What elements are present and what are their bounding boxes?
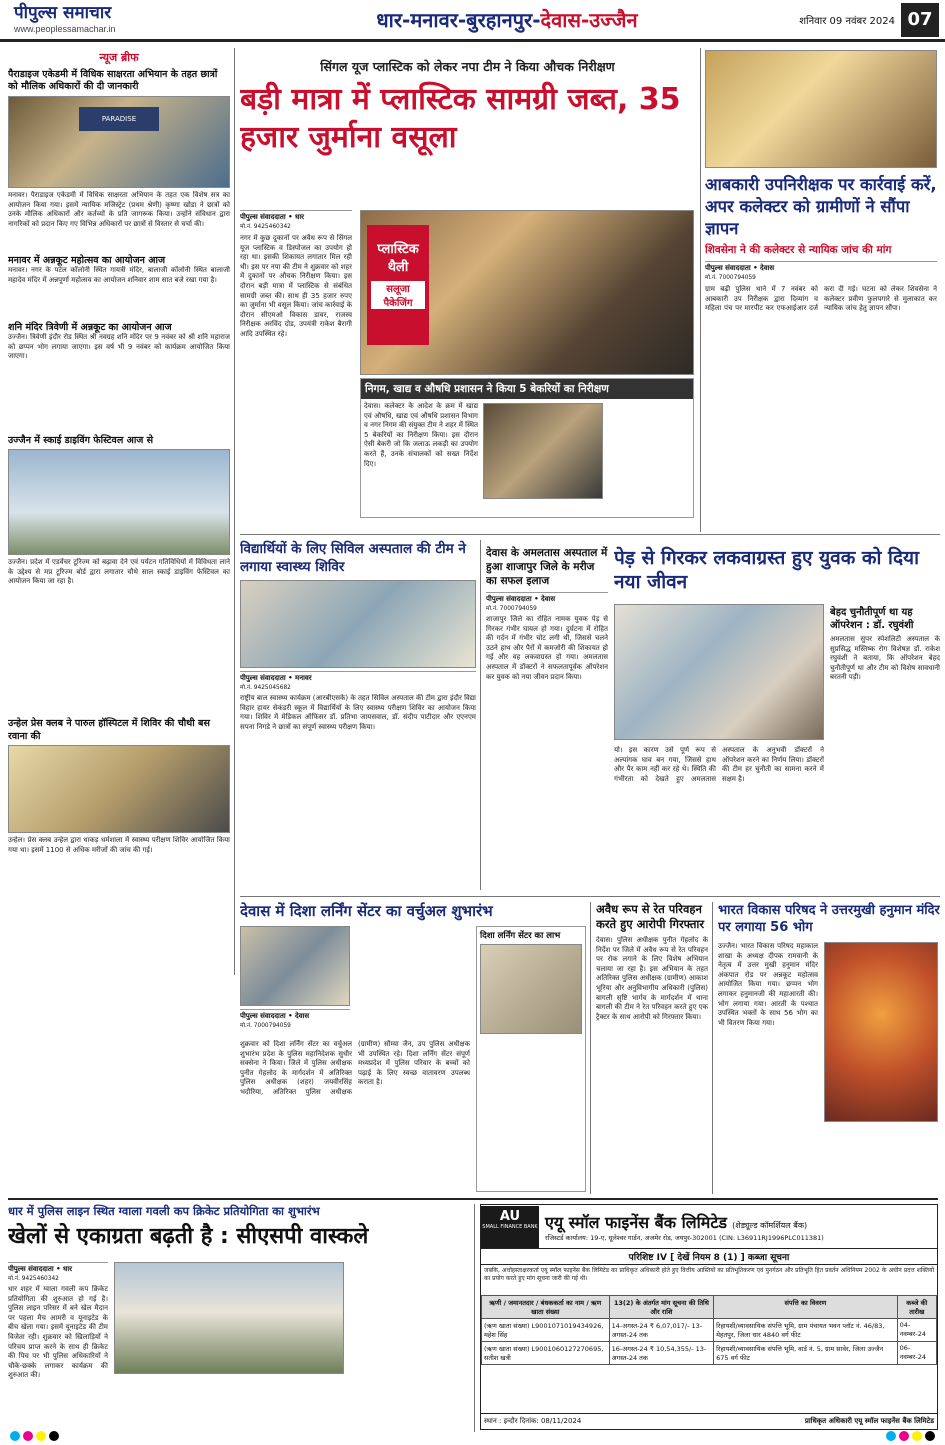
title-red: देवास-उज्जैन (540, 8, 638, 32)
tree-side-title: बेहद चुनौतीपूर्ण था यह ऑपरेशन : डॉ. रघुवंशी (830, 607, 914, 631)
temple-body: उज्जैन। भारत विकास परिषद महाकाल शाखा के अध्यक्ष दीपक रामवानी के नेतृत्व में उत्तर मुखी हनुमान मंदिर अंकपात रोड पर अन्नकूट महोत्सव आयोजित किया गया। छप्पन भोग लगाकर हनुमानजी की महाआरती की। भोग लगाया गया। आरती के पश्चात उपस्थित भक्तों के साथ 56 भोग का भी वितरण किया गया। (718, 942, 818, 1027)
notice-section: परिशिष्ट IV [ देखें नियम 8 (1) ] कब्जा सूचना (481, 1249, 937, 1265)
table-row (482, 1342, 937, 1365)
news-brief-column (8, 50, 230, 975)
bakery-inset (360, 378, 694, 518)
black-dot (49, 1431, 59, 1441)
byline-mobile: मो.नं. 9425460342 (8, 1276, 59, 1282)
abkari-photo (705, 50, 937, 168)
byline-mobile: मो.नं. 7000794059 (705, 275, 756, 281)
hospital-photo (240, 580, 476, 668)
brief-1-body: मनावर। पैराडाइज एकेडमी में विधिक साक्षरता अभियान के तहत एक विशेष सत्र का आयोजन किया गया। इसमें न्यायिक मजिस्ट्रेट (प्रथम श्रेणी) कृष्णा खोडा ने छात्रों को उनके मौलिक अधिकारों और कर्तव्यों के प्रति जागरूक किया। उन्होंने संविधान द्वारा नागरिकों को प्रदान किए गए विभिन्न अधिकारों पर छात्रों से विस्तार से चर्चा की। (8, 191, 230, 228)
cricket-byline (8, 1262, 108, 1282)
lead-story (240, 58, 695, 528)
cricket-kicker: धार में पुलिस लाइन स्थित ग्वाला गवली कप क्रिकेट प्रतियोगिता का शुभारंभ (8, 1204, 320, 1218)
byline-text: पीपुल्स संवाददाता • देवास (240, 1012, 310, 1020)
col-demand: 13(2) के अंतर्गत मांग सूचना की तिथि और राशि (609, 1296, 714, 1319)
shajapur-story (486, 546, 608, 890)
divider (8, 1198, 938, 1200)
site-url: www.peoplessamachar.in (14, 24, 116, 34)
hospital-headline: विद्यार्थियों के लिए सिविल अस्पताल की टीम ने लगाया स्वास्थ्य शिविर (240, 541, 466, 575)
notice-header (481, 1205, 937, 1249)
hospital-byline (240, 671, 476, 691)
byline-mobile: मो.नं. 9425045682 (240, 685, 291, 691)
color-registration-marks-left (10, 1431, 59, 1441)
masthead (0, 0, 945, 42)
brief-1-photo (8, 96, 230, 188)
black-dot (925, 1431, 935, 1441)
plastic-sign (367, 225, 429, 345)
cell: 04-नवम्बर-24 (897, 1319, 936, 1342)
magenta-dot (899, 1431, 909, 1441)
au-logo (481, 1206, 539, 1248)
lead-body: नगर में कुछ दुकानों पर अवैध रूप से सिंगल यूज प्लास्टिक व डिस्पोजल का उपयोग हो रहा था। इसकी शिकायत लगातार मिल रही थी। इस पर नपा की टीम ने शुक्रवार को शहर में दुकानों पर औचक निरीक्षण किया। इस दौरान बड़ी मात्रा में प्लास्टिक से संबंधित सामग्री जब्त की। साथ ही 35 हजार रुपए का जुर्माना भी वसूल किया। जांच कार्रवाई के दौरान सीएमओ विकास डावर, राजस्व निरीक्षक अरविंद दोड, उपयंत्री राकेश बैरागी आदि उपस्थित रहे। (240, 234, 352, 338)
cell: रिहायशी/व्यावसायिक संपत्ति भूमि, ग्राम पंचायत भवन प्लॉट नं. 46/83, मेहतपुर, जिला धार 4840 वर्ग फीट (714, 1319, 898, 1342)
byline-mobile: मो.नं. 9425460342 (240, 224, 291, 230)
cricket-body: धार शहर में ग्वाला गवली कप क्रिकेट प्रतियोगिता की शुरुआत हो गई है। पुलिस लाइन परिसर में बने खेल मैदान पर पहला मैच आमरी व यूनाइटेड के बीच खेला गया। इसमें यूनाइटेड की टीम विजेता रही। शुक्रवार को खिलाड़ियों ने परिचय प्राप्त करने के साथ ही क्रिकेट की पिच पर भी पुलिस अधिकारियों ने चौके-छक्के लगाकर कार्यक्रम की शुरुआत की। (8, 1285, 108, 1380)
abkari-byline (705, 261, 937, 281)
brief-2-body: मनावर। नगर के पटेल कॉलोनी स्थित गायत्री मंदिर, बालाजी कॉलोनी स्थित बालाजी महादेव मंदिर में अन्नपूर्णा महोत्सव का आयोजन शनिवार शाम सात बजे रखा गया है। (8, 266, 230, 284)
lead-photo (360, 210, 694, 375)
bank-notice (480, 1204, 938, 1430)
brief-1-title: पैराडाइज एकेडमी में विधिक साक्षरता अभियान के तहत छात्रों को मौलिक अधिकारों की दी जानकारी (8, 69, 218, 92)
divider (240, 896, 940, 897)
paper-logo (0, 5, 225, 34)
byline-text: पीपुल्स संवाददाता • धार (240, 213, 304, 221)
title-main: धार-मनावर-बुरहानपुर- (376, 8, 541, 32)
inset-headline: निगम, खाद्य व औषधि प्रशासन ने किया 5 बेकरियों का निरीक्षण (361, 379, 693, 399)
notice-intro: जबकि, अधोहस्ताक्षरकर्ता एयू स्मॉल फाइनेंस बैंक लिमिटेड का प्राधिकृत अधिकारी होते हुए वित्तीय आस्तियों का प्रतिभूतिकरण एवं पुनर्गठन और प्रतिभूति हित प्रवर्तन अधिनियम 2002 के अधीन प्रदत्त शक्तियों का प्रयोग करते हुए मांग सूचना जारी की गई थी। (484, 1267, 934, 1282)
brief-5-title: उन्हेल प्रेस क्लब ने पारुल हॉस्पिटल में शिविर की चौथी बस रवाना की (8, 718, 210, 742)
disha-box (476, 926, 586, 1192)
divider (590, 902, 591, 1194)
skydiving-photo (8, 449, 230, 555)
divider (480, 540, 481, 890)
news-brief-label: न्यूज ब्रीफ (99, 51, 139, 64)
disha-box-title: दिशा लर्निंग सेंटर का लाभ (480, 931, 561, 941)
lead-headline: बड़ी मात्रा में प्लास्टिक सामग्री जब्त, 35 हजार जुर्माना वसूला (240, 82, 681, 155)
yellow-dot (912, 1431, 922, 1441)
bakery-photo (483, 403, 603, 499)
abkari-sub: शिवसेना ने की कलेक्टर से न्यायिक जांच की मांग (705, 244, 892, 256)
notice-signature: प्राधिकृत अधिकारी एयू स्मॉल फाइनेंस बैंक लिमिटेड (804, 1417, 934, 1425)
shajapur-byline (486, 592, 608, 612)
tree-headline: पेड़ से गिरकर लकवाग्रस्त हुए युवक को दिया नया जीवन (614, 547, 919, 593)
disha-byline (240, 1009, 350, 1029)
logo-text-1: AU (499, 1208, 521, 1224)
cricket-story (8, 1204, 470, 1432)
sand-headline: अवैध रूप से रेत परिवहन करते हुए आरोपी गिरफ्तार (596, 902, 705, 931)
cyan-dot (886, 1431, 896, 1441)
col-borrower: ऋणी / जमानतदार / बंधककर्ता का नाम / ऋण खाता संख्या (482, 1296, 610, 1319)
abkari-headline: आबकारी उपनिरीक्षक पर कार्रवाई करें, अपर कलेक्टर को ग्रामीणों ने सौंपा ज्ञापन (705, 175, 937, 238)
notice-title-block (539, 1211, 937, 1242)
table-row (482, 1319, 937, 1342)
cyan-dot (10, 1431, 20, 1441)
cell: 14-अगस्त-24 ₹ 6,07,017/- 13-अगस्त-24 तक (609, 1319, 714, 1342)
brief-2-title: मनावर में अन्नकूट महोत्सव का आयोजन आज (8, 255, 165, 266)
disha-photo (240, 926, 350, 1006)
hospital-story (240, 540, 476, 890)
cell: 16-अगस्त-24 ₹ 10,54,355/- 13-अगस्त-24 तक (609, 1342, 714, 1365)
sign-text-2: सलूजा पैकेजिंग (371, 281, 425, 309)
divider (712, 902, 713, 1194)
shajapur-headline: देवास के अमलतास अस्पताल में हुआ शाजापुर जिले के मरीज का सफल इलाज (486, 547, 608, 587)
byline-mobile: मो.नं. 7000794059 (240, 1023, 291, 1029)
logo-text: पीपुल्स समाचार (14, 3, 112, 23)
brief-4-body: उज्जैन। प्रदेश में एडवेंचर टूरिज्म को बढ़ावा देने एवं पर्यटन गतिविधियों में विविधता लाने के उद्देश्य से मप्र टूरिज्म बोर्ड द्वारा लगातार चौथे साल स्काई डाइविंग फेस्टिवल का आयोजन किया जा रहा है। (8, 558, 230, 586)
issue-date: शनिवार 09 नवंबर 2024 (799, 15, 895, 27)
byline-text: पीपुल्स संवाददाता • धार (8, 1265, 72, 1273)
brief-4-title: उज्जैन में स्काई डाइविंग फेस्टिवल आज से (8, 435, 154, 446)
magenta-dot (23, 1431, 33, 1441)
cricket-col1 (8, 1262, 108, 1432)
bus-photo (8, 745, 230, 833)
brief-5-body: उन्हेल। प्रेस क्लब उन्हेल द्वारा धाकड़ धर्मशाला में स्वास्थ्य परीक्षण शिविर आयोजित किया गया था। इसमें 1100 से अधिक मरीजों की जांच की गई। (8, 836, 230, 854)
tree-body: यो। इस कारण उसे पूर्ण रूप से अल्पांगक घाव बन गया, जिससे हाथ और पैर काम नहीं कर रहे थे। स्थिति की गंभीरता को देखते हुए अमलतास अस्पताल के अनुभवी डॉक्टरों ने ऑपरेशन करने का निर्णय लिया। डॉक्टरों की टीम हर चुनौती का सामना करने में सक्षम है। (614, 746, 824, 783)
banner-shape: PARADISE (79, 107, 159, 131)
table-header-row (482, 1296, 937, 1319)
tree-sidebar (830, 606, 940, 886)
cricket-headline: खेलों से एकाग्रता बढ़ती है : सीएसपी वास्कले (8, 1224, 369, 1249)
cell: (ऋण खाता संख्या) L9001071019434926, महेश सिंह (482, 1319, 610, 1342)
sand-story (596, 902, 708, 1194)
yellow-dot (36, 1431, 46, 1441)
lead-kicker: सिंगल यूज प्लास्टिक को लेकर नपा टीम ने किया औचक निरीक्षण (320, 59, 615, 74)
abkari-body: ग्राम बढ़ी पुलिस थाने में 7 नवंबर को आबकारी उप निरीक्षक द्वारा दिव्यांग व महिला पंच पर मारपीट कर एफआईआर दर्ज करा दी गई। घटना को लेकर शिवसेना ने कलेक्टर प्रवीण फुलपगारे से मुलाकात कर न्यायिक जांच हेतु ज्ञापन सौंपा। (705, 285, 937, 313)
disha-headline: देवास में दिशा लर्निंग सेंटर का वर्चुअल शुभारंभ (240, 902, 493, 920)
divider (700, 48, 701, 532)
brief-3-body: उज्जैन। त्रिवेणी इंदौर रोड स्थित श्री नवग्रह शनि मंदिर पर 9 नवंबर को श्री शनि महाराज को छप्पन भोग लगाया जाएगा। इस वर्ष भी 9 नवंबर को कार्यक्रम आयोजित किया जाएगा। (8, 333, 230, 361)
temple-story (718, 902, 940, 1194)
bank-sub: (शेड्यूल्ड कॉमर्शियल बैंक) (732, 1221, 808, 1230)
color-registration-marks-right (886, 1431, 935, 1441)
lead-byline (240, 210, 352, 230)
sign-text-1: प्लास्टिक थैली (377, 242, 419, 275)
tree-side-body: अमलतास सुपर स्पेशलिटी अस्पताल के सुप्रसिद्ध मस्तिष्क रोग विशेषज्ञ डॉ. राकेश रघुवंशी ने बताया, कि ऑपरेशन बेहद चुनौतीपूर्ण था और टीम को विशेष सावधानी बरतनी पड़ी। (830, 635, 940, 682)
brief-3-title: शनि मंदिर त्रिवेणी में अन्नकूट का आयोजन आज (8, 322, 172, 333)
hanuman-photo (824, 942, 938, 1122)
divider (240, 534, 940, 535)
col-property: संपत्ति का विवरण (714, 1296, 898, 1319)
hospital-body: राष्ट्रीय बाल स्वास्थ्य कार्यक्रम (आरबीएसके) के तहत सिविल अस्पताल की टीम द्वारा इंदौर विद्या विहार हायर सेकंडरी स्कूल में विद्यार्थियों के लिए स्वास्थ्य परीक्षण शिविर का आयोजन किया गया। शिविर में मेडिकल ऑफिसर डॉ. प्रतिभा जायसवाल, डॉ. संदीप पाटीदार और एएनएम सपना निगडे ने छात्रों का संपूर्ण स्वास्थ्य परीक्षण किया। (240, 694, 476, 731)
sand-body: देवास। पुलिस अधीक्षक पुनीत गेहलोद के निर्देश पर जिले में अवैध रूप से रेत परिवहन पर रोक लगाने के लिए विशेष अभियान चलाया जा रहा है। इस अभियान के तहत अतिरिक्त पुलिस अधीक्षक (ग्रामीण) आकाश भूरिया और अनुविभागीय अधिकारी (पुलिस) बागली सृष्टि भार्गव के मार्गदर्शन में थाना बागली की टीम ने रेत परिवहन करते हुए एक ट्रैक्टर के साथ आरोपी को गिरफ्तार किया। (596, 936, 708, 1021)
tree-story (614, 546, 940, 890)
abkari-story (705, 50, 937, 528)
byline-text: पीपुल्स संवाददाता • देवास (705, 264, 775, 272)
lead-col1 (240, 210, 352, 510)
byline-text: पीपुल्स संवाददाता • मनावर (240, 674, 312, 682)
bank-name: एयू स्मॉल फाइनेंस बैंक लिमिटेड (545, 1213, 727, 1232)
notice-table (481, 1295, 937, 1365)
disha-box-photo (480, 944, 582, 1034)
inset-body: देवास। कलेक्टर के आदेश के क्रम में खाद्य एवं औषधि, खाद्य एवं औषधि प्रशासन विभाग व नगर निगम की संयुक्त टीम ने शहर में स्थित 5 बेकरियों का निरीक्षण किया। इस दौरान ऐसी बेकरी जो कि जलाऊ लकड़ी का उपयोग करते हैं, उनके संचालकों को सख्त निर्देश दिए। (364, 402, 478, 468)
page-number: 07 (901, 3, 939, 37)
cricket-photo (114, 1262, 344, 1374)
disha-body: शुक्रवार को दिशा लर्निंग सेंटर का वर्चुअल शुभारंभ प्रदेश के पुलिस महानिदेशक सुधीर सक्सेना ने किया। जिले में पुलिस अधीक्षक पुनीत गेहलोद के मार्गदर्शन में अतिरिक्त पुलिस अधीक्षक (शहर) जयवीरसिंह भदौरिया, अतिरिक्त पुलिस अधीक्षक (ग्रामीण) सौम्या जैन, उप पुलिस अधीक्षक भी उपस्थित रहे। दिशा लर्निंग सेंटर संपूर्ण मध्यप्रदेश में पुलिस परिवार के बच्चों को पढ़ाई के लिए स्वच्छ वातावरण उपलब्ध कराता है। (240, 1040, 470, 1096)
cell: (ऋण खाता संख्या) L9001060127270695, सतीश खत्री (482, 1342, 610, 1365)
tree-photo (614, 604, 824, 740)
bank-address: रजिस्टर्ड कार्यालय: 19-ए, धूलेश्वर गार्डन, अजमेर रोड, जयपुर-302001 (CIN: L36911RJ1996PLC011381) (545, 1234, 824, 1242)
byline-text: पीपुल्स संवाददाता • देवास (486, 595, 556, 603)
cell: 06-नवम्बर-24 (897, 1342, 936, 1365)
temple-headline: भारत विकास परिषद ने उत्तरमुखी हनुमान मंदिर पर लगाया 56 भोग (718, 903, 940, 935)
logo-text-2: SMALL FINANCE BANK (482, 1223, 538, 1230)
divider (234, 48, 235, 975)
byline-mobile: मो.नं. 7000794059 (486, 606, 537, 612)
page-title (225, 6, 789, 33)
col-possession: कब्जे की तारीख (897, 1296, 936, 1319)
cell: रिहायशी/व्यावसायिक संपत्ति भूमि, वार्ड नं. 5, ग्राम सावेर, जिला उज्जैन 675 वर्ग फीट (714, 1342, 898, 1365)
notice-place-date: स्थान : इन्दौर दिनांक: 08/11/2024 (484, 1417, 582, 1425)
notice-footer (481, 1413, 937, 1429)
shajapur-body: शाजापुर जिले का रोहित नामक युवक पेड़ से गिरकर गंभीर घायल हो गया। दुर्घटना में रोहित की गर्दन में गंभीर चोट लगी थी, जिससे चलने उठने हाथ और पैरों में कमजोरी की शिकायत हो गई और वह लकवाग्रस्त हो गया। अमलतास अस्पताल में डॉक्टरों ने सफलतापूर्वक ऑपरेशन कर युवक को नया जीवन प्रदान किया। (486, 615, 608, 681)
divider (474, 1204, 475, 1432)
